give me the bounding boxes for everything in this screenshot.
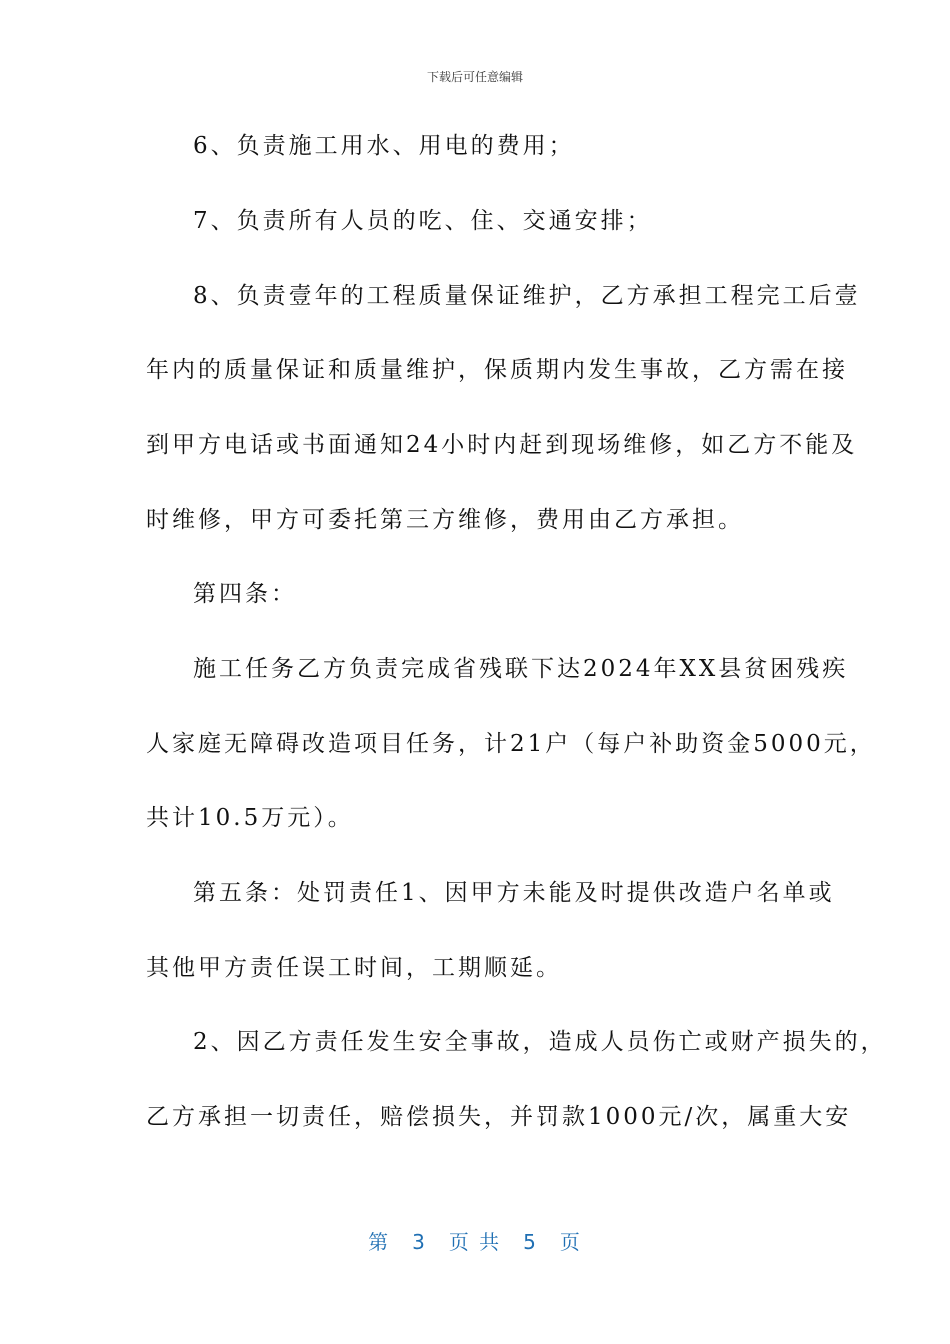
text-line: 施工任务乙方负责完成省残联下达2024年XX县贫困残疾: [193, 656, 849, 682]
footer-middle: 页 共: [448, 1230, 502, 1254]
text-line: 6、负责施工用水、用电的费用；: [193, 133, 575, 159]
text-line: 时维修，甲方可委托第三方维修，费用由乙方承担。: [146, 507, 744, 533]
text-line: 共计10.5万元）。: [146, 805, 354, 831]
header-note: 下载后可任意编辑: [426, 70, 523, 84]
text-line: 到甲方电话或书面通知24小时内赶到现场维修，如乙方不能及: [146, 432, 858, 458]
text-line: 2、因乙方责任发生安全事故，造成人员伤亡或财产损失的，: [193, 1029, 887, 1055]
text-line: 乙方承担一切责任，赔偿损失，并罚款1000元/次，属重大安: [146, 1104, 852, 1130]
page-footer: [0, 1226, 950, 1255]
text-line: 人家庭无障碍改造项目任务，计21户（每户补助资金5000元，: [146, 731, 876, 757]
footer-prefix: 第: [368, 1230, 391, 1254]
footer-suffix: 页: [559, 1230, 582, 1254]
text-line: 8、负责壹年的工程质量保证维护，乙方承担工程完工后壹: [193, 283, 861, 309]
text-line: 7、负责所有人员的吃、住、交通安排；: [193, 208, 653, 234]
text-line: 第四条：: [193, 581, 297, 607]
current-page-number: 3: [412, 1230, 427, 1254]
text-line: 年内的质量保证和质量维护，保质期内发生事故，乙方需在接: [146, 357, 848, 383]
total-pages-number: 5: [523, 1230, 538, 1254]
text-line: 第五条：处罚责任1、因甲方未能及时提供改造户名单或: [193, 880, 835, 906]
text-line: 其他甲方责任误工时间，工期顺延。: [146, 955, 562, 981]
